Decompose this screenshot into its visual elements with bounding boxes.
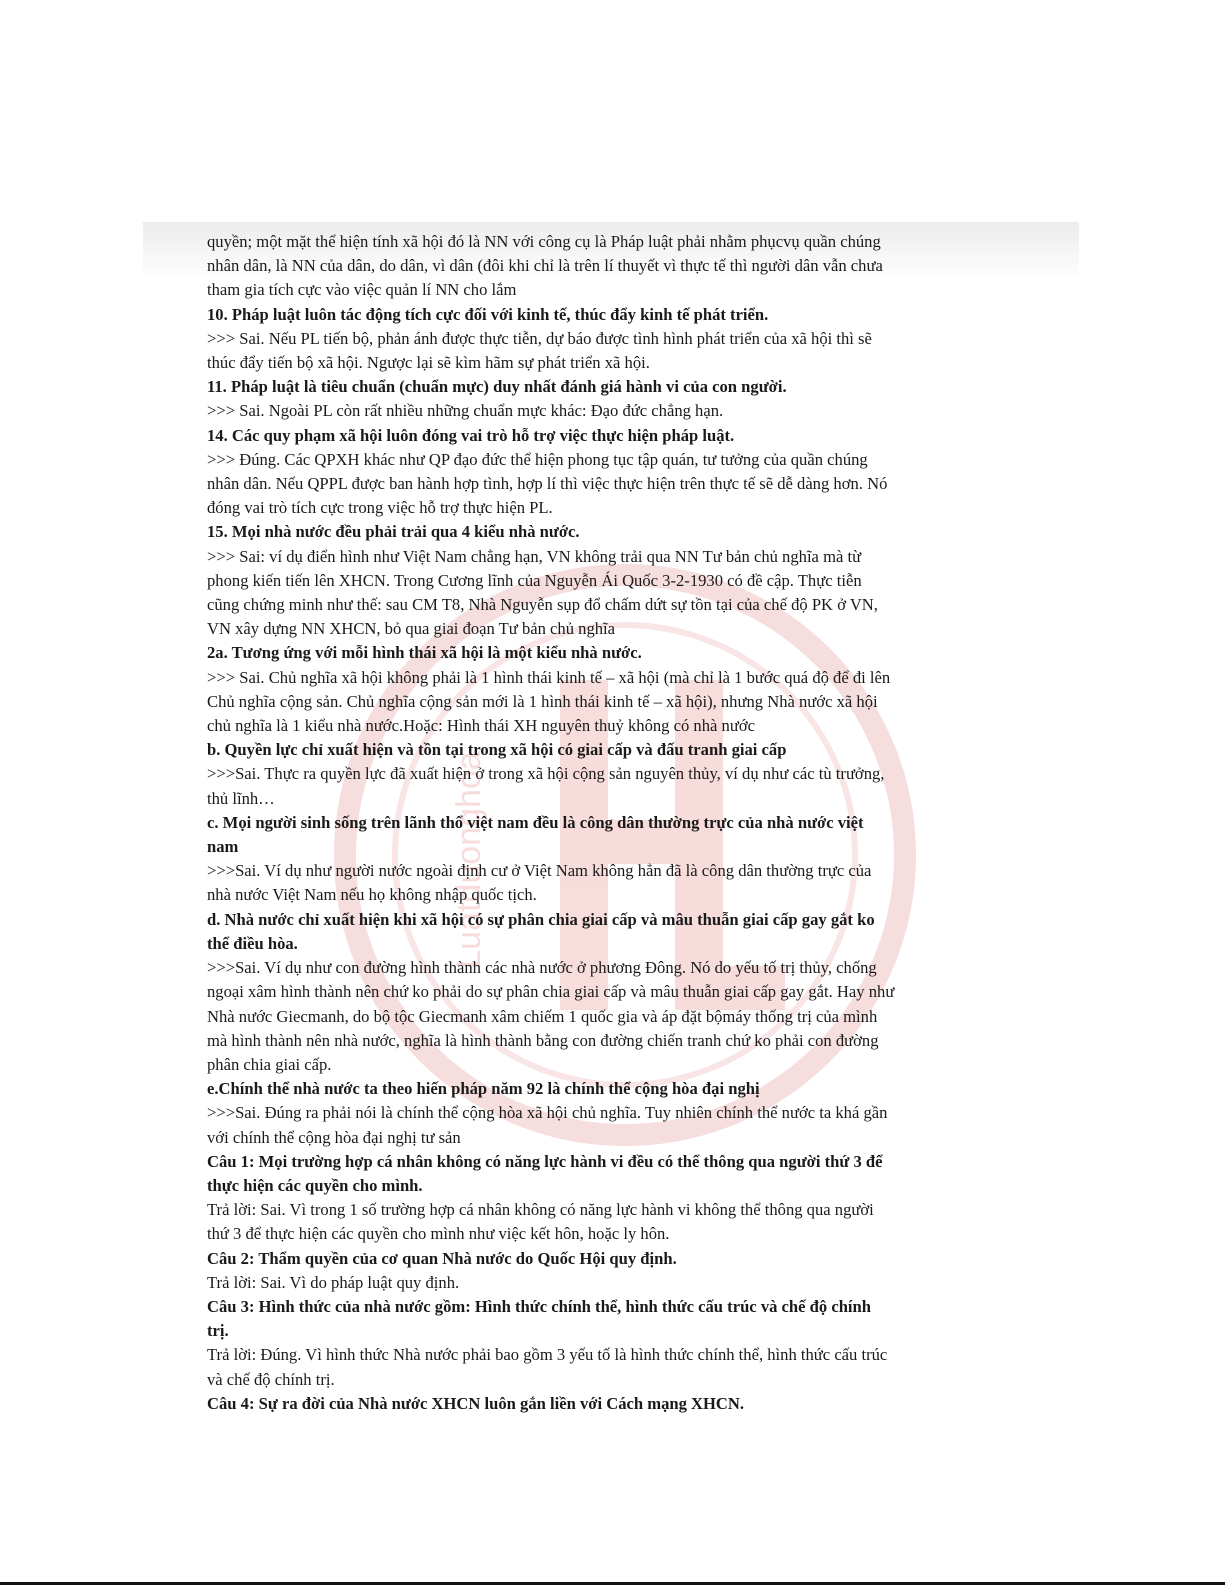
question-line: trị. bbox=[207, 1321, 229, 1341]
answer-line: chủ nghĩa là 1 kiểu nhà nước.Hoặc: Hình thái XH nguyên thuỷ không có nhà nước bbox=[207, 716, 755, 736]
question-line: 11. Pháp luật là tiêu chuẩn (chuẩn mực) duy nhất đánh giá hành vi của con người. bbox=[207, 377, 787, 397]
question-line: b. Quyền lực chỉ xuất hiện và tồn tại trong xã hội có giai cấp và đấu tranh giai cấp bbox=[207, 740, 787, 760]
answer-line: >>> Sai: ví dụ điển hình như Việt Nam chẳng hạn, VN không trải qua NN Tư bản chủ nghĩa mà từ bbox=[207, 546, 862, 566]
answer-line: thứ 3 để thực hiện các quyền cho mình như việc kết hôn, hoặc ly hôn. bbox=[207, 1224, 670, 1244]
question-line: 14. Các quy phạm xã hội luôn đóng vai trò hỗ trợ việc thực hiện pháp luật. bbox=[207, 425, 735, 445]
answer-line: Chủ nghĩa cộng sản. Chủ nghĩa cộng sản mới là 1 hình thái kinh tế – xã hội), nhưng Nhà nước xã hội bbox=[207, 691, 878, 711]
question-line: Câu 1: Mọi trường hợp cá nhân không có năng lực hành vi đều có thể thông qua người thứ 3 để bbox=[207, 1151, 883, 1171]
qa-item bbox=[207, 424, 1007, 521]
answer-line: >>>Sai. Đúng ra phải nói là chính thể cộng hòa xã hội chủ nghĩa. Tuy nhiên chính thể nước ta khá gần bbox=[207, 1103, 888, 1123]
answer-line: phong kiến tiến lên XHCN. Trong Cương lĩnh của Nguyễn Ái Quốc 3-2-1930 có đề cập. Thực tiễn bbox=[207, 570, 862, 590]
answer-line: thủ lĩnh… bbox=[207, 788, 275, 808]
question-line: e.Chính thể nhà nước ta theo hiến pháp năm 92 là chính thể cộng hòa đại nghị bbox=[207, 1079, 760, 1099]
qa-item bbox=[207, 1247, 1007, 1295]
question-line: d. Nhà nước chỉ xuất hiện khi xã hội có sự phân chia giai cấp và mâu thuẫn giai cấp gay gắt ko bbox=[207, 909, 875, 929]
question-line: 2a. Tương ứng với mỗi hình thái xã hội là một kiểu nhà nước. bbox=[207, 643, 642, 663]
answer-line: ngoại xâm hình thành nên chứ ko phải do sự phân chia giai cấp và mâu thuẫn giai cấp gay gắt. Hay như bbox=[207, 982, 895, 1002]
answer-line: nhân dân. Nếu QPPL được ban hành hợp tình, hợp lí thì việc thực hiện trên thực tế sẽ dễ dàng hơn. Nó bbox=[207, 474, 888, 494]
answer-line: Trả lời: Đúng. Vì hình thức Nhà nước phải bao gồm 3 yếu tố là hình thức chính thể, hình thức cấu trúc bbox=[207, 1345, 888, 1365]
qa-item bbox=[207, 1392, 1007, 1416]
intro-line: nhân dân, là NN của dân, do dân, vì dân (đôi khi chỉ là trên lí thuyết vì thực tế thì người dân vẫn chưa bbox=[207, 256, 883, 276]
qa-item bbox=[207, 908, 1007, 1077]
answer-line: >>> Đúng. Các QPXH khác như QP đạo đức thể hiện phong tục tập quán, tư tưởng của quần chúng bbox=[207, 449, 868, 469]
intro-line: tham gia tích cực vào việc quản lí NN cho lắm bbox=[207, 280, 517, 300]
question-line: thực hiện các quyền cho mình. bbox=[207, 1175, 423, 1195]
answer-line: >>> Sai. Nếu PL tiến bộ, phản ánh được thực tiễn, dự báo được tình hình phát triển của xã hội thì sẽ bbox=[207, 328, 872, 348]
answer-line: VN xây dựng NN XHCN, bỏ qua giai đoạn Tư bản chủ nghĩa bbox=[207, 619, 616, 639]
document-body bbox=[207, 230, 1007, 1416]
answer-line: >>> Sai. Ngoài PL còn rất nhiều những chuẩn mực khác: Đạo đức chẳng hạn. bbox=[207, 401, 724, 421]
answer-line: nhà nước Việt Nam nếu họ không nhập quốc tịch. bbox=[207, 885, 537, 905]
answer-line: Trả lời: Sai. Vì do pháp luật quy định. bbox=[207, 1272, 460, 1292]
answer-line: >>> Sai. Chủ nghĩa xã hội không phải là 1 hình thái kinh tế – xã hội (mà chỉ là 1 bước quá độ để đi lên bbox=[207, 667, 891, 687]
answer-line: cũng chứng minh như thế: sau CM T8, Nhà Nguyễn sụp đổ chấm dứt sự tồn tại của chế độ PK ở VN, bbox=[207, 595, 878, 615]
watermark-side-text: Luatduonghoa bbox=[450, 751, 488, 969]
answer-line: Nhà nước Giecmanh, do bộ tộc Giecmanh xâm chiếm 1 quốc gia và áp đặt bộmáy thống trị của mình bbox=[207, 1006, 878, 1026]
qa-item bbox=[207, 641, 1007, 738]
answer-line: thúc đẩy tiến bộ xã hội. Ngược lại sẽ kìm hãm sự phát triển xã hội. bbox=[207, 353, 650, 373]
answer-line: đóng vai trò tích cực trong việc hỗ trợ thực hiện PL. bbox=[207, 498, 553, 518]
question-line: c. Mọi người sinh sống trên lãnh thổ việt nam đều là công dân thường trực của nhà nước việt bbox=[207, 812, 864, 832]
qa-item bbox=[207, 375, 1007, 423]
qa-item bbox=[207, 811, 1007, 908]
qa-item bbox=[207, 1077, 1007, 1150]
answer-line: >>>Sai. Ví dụ như người nước ngoài định cư ở Việt Nam không hẳn đã là công dân thường trực của bbox=[207, 861, 872, 881]
question-line: nam bbox=[207, 837, 239, 857]
answer-line: phân chia giai cấp. bbox=[207, 1054, 332, 1074]
qa-item bbox=[207, 738, 1007, 811]
question-line: 10. Pháp luật luôn tác động tích cực đối với kinh tế, thúc đẩy kinh tế phát triển. bbox=[207, 304, 769, 324]
answer-line: với chính thể cộng hòa đại nghị tư sản bbox=[207, 1127, 461, 1147]
intro-paragraph bbox=[207, 230, 1007, 303]
answer-line: Trả lời: Sai. Vì trong 1 số trường hợp cá nhân không có năng lực hành vi không thể thông qua người bbox=[207, 1200, 874, 1220]
answer-line: >>>Sai. Ví dụ như con đường hình thành các nhà nước ở phương Đông. Nó do yếu tố trị thủy, chống bbox=[207, 958, 877, 978]
qa-list bbox=[207, 303, 1007, 1416]
answer-line: mà hình thành nên nhà nước, nghĩa là hình thành bằng con đường chiến tranh chứ ko phải con đường bbox=[207, 1030, 879, 1050]
answer-line: và chế độ chính trị. bbox=[207, 1369, 335, 1389]
intro-line: quyền; một mặt thể hiện tính xã hội đó là NN với công cụ là Pháp luật phải nhằm phụcvụ quần chúng bbox=[207, 232, 881, 251]
qa-item bbox=[207, 520, 1007, 641]
question-line: 15. Mọi nhà nước đều phải trải qua 4 kiểu nhà nước. bbox=[207, 522, 580, 542]
qa-item bbox=[207, 303, 1007, 376]
question-line: Câu 4: Sự ra đời của Nhà nước XHCN luôn gắn liền với Cách mạng XHCN. bbox=[207, 1393, 745, 1413]
answer-line: >>>Sai. Thực ra quyền lực đã xuất hiện ở trong xã hội cộng sản nguyên thủy, ví dụ như các tù trưởng, bbox=[207, 764, 885, 784]
qa-item bbox=[207, 1150, 1007, 1247]
question-line: thể điều hòa. bbox=[207, 933, 298, 953]
question-line: Câu 2: Thẩm quyền của cơ quan Nhà nước do Quốc Hội quy định. bbox=[207, 1248, 677, 1268]
qa-item bbox=[207, 1295, 1007, 1392]
question-line: Câu 3: Hình thức của nhà nước gồm: Hình thức chính thể, hình thức cấu trúc và chế độ chính bbox=[207, 1296, 872, 1316]
